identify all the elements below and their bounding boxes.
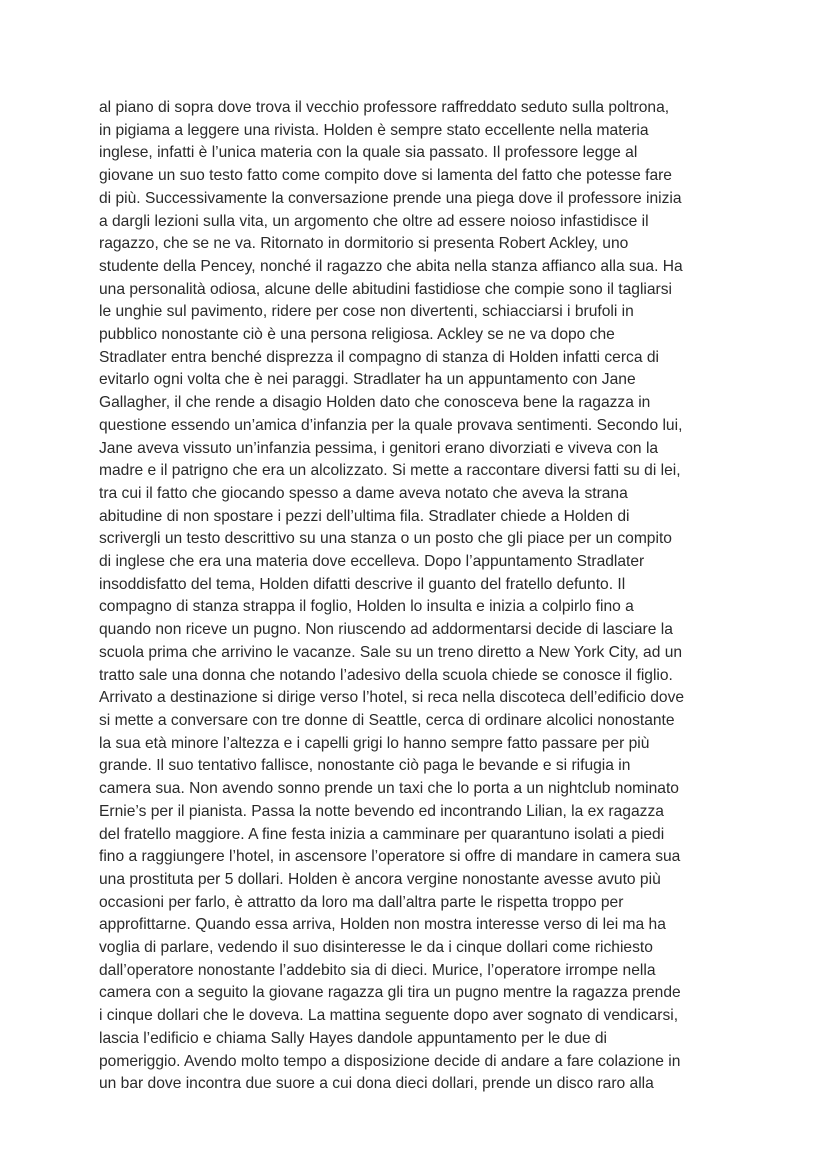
text-line: scrivergli un testo descrittivo su una stanza o un posto che gli piace per un compito [99, 530, 672, 548]
text-line: Stradlater entra benché disprezza il compagno di stanza di Holden infatti cerca di [99, 348, 659, 366]
text-line: evitarlo ogni volta che è nei paraggi. Stradlater ha un appuntamento con Jane [99, 371, 636, 389]
text-line: ragazzo, che se ne va. Ritornato in dormitorio si presenta Robert Ackley, uno [99, 235, 629, 253]
text-line: dall’operatore nonostante l’addebito sia di dieci. Murice, l’operatore irrompe nella [99, 961, 656, 979]
text-line: a dargli lezioni sulla vita, un argomento che oltre ad essere noioso infastidisce il [99, 212, 649, 230]
text-line: questione essendo un’amica d’infanzia per la quale provava sentimenti. Secondo lui, [99, 416, 683, 434]
text-line: fino a raggiungere l’hotel, in ascensore l’operatore si offre di mandare in camera sua [99, 848, 681, 866]
text-line: abitudine di non spostare i pezzi dell’ultima fila. Stradlater chiede a Holden di [99, 507, 630, 525]
text-line: le unghie sul pavimento, ridere per cose non divertenti, schiacciarsi i brufoli in [99, 303, 634, 321]
text-line: insoddisfatto del tema, Holden difatti descrive il guanto del fratello defunto. Il [99, 575, 626, 593]
text-line: in pigiama a leggere una rivista. Holden è sempre stato eccellente nella materia [99, 121, 649, 139]
body-paragraph [99, 97, 739, 1096]
text-line: grande. Il suo tentativo fallisce, nonostante ciò paga le bevande e si rifugia in [99, 757, 631, 775]
text-line: del fratello maggiore. A fine festa inizia a camminare per quarantuno isolati a piedi [99, 825, 665, 843]
text-line: Ernie’s per il pianista. Passa la notte bevendo ed incontrando Lilian, la ex ragazza [99, 802, 664, 820]
text-line: pubblico nonostante ciò è una persona religiosa. Ackley se ne va dopo che [99, 326, 615, 344]
text-line: inglese, infatti è l’unica materia con la quale sia passato. Il professore legge al [99, 144, 638, 162]
text-line: Gallagher, il che rende a disagio Holden dato che conosceva bene la ragazza in [99, 394, 651, 412]
text-line: quando non riceve un pugno. Non riuscendo ad addormentarsi decide di lasciare la [99, 621, 673, 639]
text-line: i cinque dollari che le doveva. La mattina seguente dopo aver sognato di vendicarsi, [99, 1007, 679, 1025]
text-line: tra cui il fatto che giocando spesso a dame aveva notato che aveva la strana [99, 484, 628, 502]
text-line: una prostituta per 5 dollari. Holden è ancora vergine nonostante avesse avuto più [99, 870, 661, 888]
text-line: compagno di stanza strappa il foglio, Holden lo insulta e inizia a colpirlo fino a [99, 598, 634, 616]
text-line: una personalità odiosa, alcune delle abitudini fastidiose che compie sono il tagliarsi [99, 280, 672, 298]
text-line: voglia di parlare, vedendo il suo disinteresse le da i cinque dollari come richiesto [99, 939, 653, 957]
text-line: la sua età minore l’altezza e i capelli grigi lo hanno sempre fatto passare per più [99, 734, 650, 752]
text-line: occasioni per farlo, è attratto da loro ma dall’altra parte le rispetta troppo per [99, 893, 624, 911]
text-line: approfittarne. Quando essa arriva, Holden non mostra interesse verso di lei ma ha [99, 916, 666, 934]
text-line: si mette a conversare con tre donne di Seattle, cerca di ordinare alcolici nonostante [99, 711, 675, 729]
text-line: Jane aveva vissuto un’infanzia pessima, i genitori erano divorziati e viveva con la [99, 439, 659, 457]
text-line: madre e il patrigno che era un alcolizzato. Si mette a raccontare diversi fatti su di lei, [99, 462, 681, 480]
text-line: pomeriggio. Avendo molto tempo a disposizione decide di andare a fare colazione in [99, 1052, 681, 1070]
text-line: giovane un suo testo fatto come compito dove si lamenta del fatto che potesse fare [99, 167, 672, 185]
text-line: Arrivato a destinazione si dirige verso l’hotel, si reca nella discoteca dell’edificio dove [99, 689, 685, 707]
text-line: tratto sale una donna che notando l’adesivo della scuola chiede se conosce il figlio. [99, 666, 673, 684]
text-line: al piano di sopra dove trova il vecchio professore raffreddato seduto sulla poltrona, [99, 99, 670, 116]
text-line: lascia l’edificio e chiama Sally Hayes dandole appuntamento per le due di [99, 1029, 607, 1047]
text-line: di più. Successivamente la conversazione prende una piega dove il professore inizia [99, 189, 682, 207]
text-line: di inglese che era una materia dove eccelleva. Dopo l’appuntamento Stradlater [99, 553, 645, 571]
text-line: camera sua. Non avendo sonno prende un taxi che lo porta a un nightclub nominato [99, 780, 679, 798]
text-line: un bar dove incontra due suore a cui dona dieci dollari, prende un disco raro alla [99, 1075, 654, 1093]
text-line: camera con a seguito la giovane ragazza gli tira un pugno mentre la ragazza prende [99, 984, 681, 1002]
text-line: studente della Pencey, nonché il ragazzo che abita nella stanza affianco alla sua. Ha [99, 257, 683, 275]
text-line: scuola prima che arrivino le vacanze. Sale su un treno diretto a New York City, ad un [99, 643, 683, 661]
